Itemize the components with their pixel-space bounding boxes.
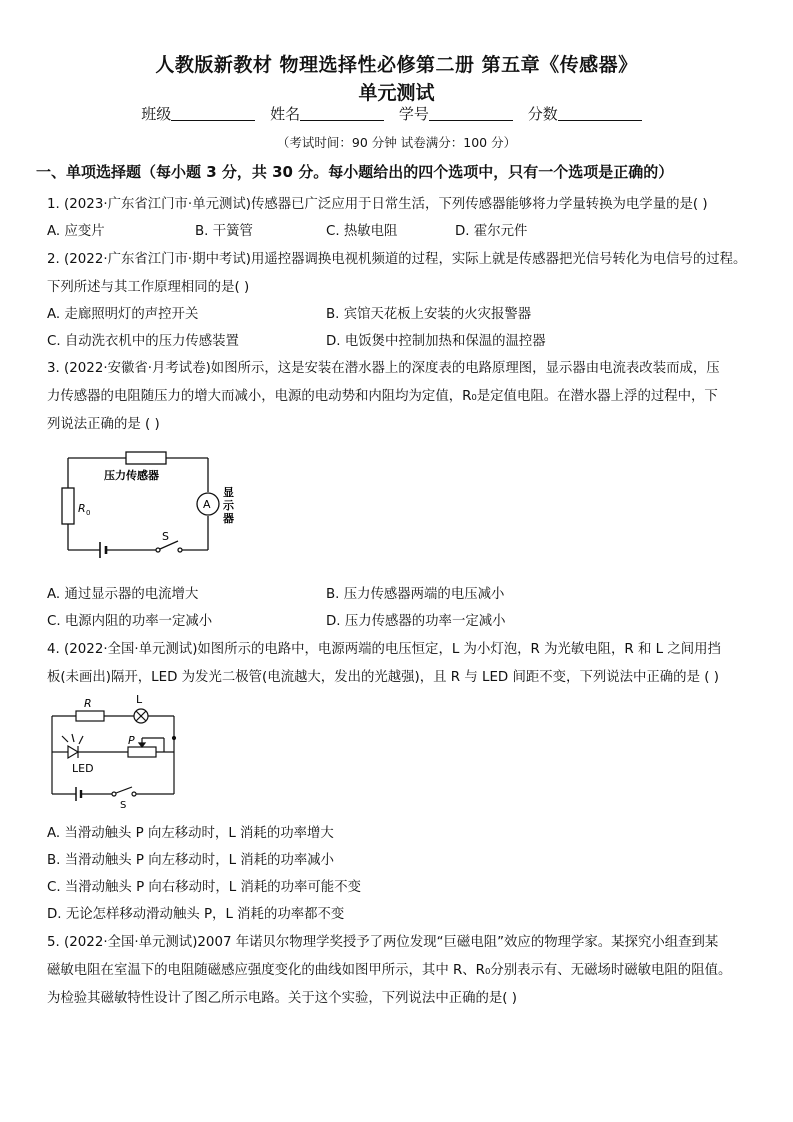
q4-switch-label: S [120,800,127,811]
q2-stem-line1: 2. (2022·广东省江门市·期中考试)用遥控器调换电视机频道的过程，实际上就是传感器把光信号转化为电信号的过程。 [47,252,747,267]
q3-circuit-diagram [56,446,246,564]
page-title: 人教版新教材 物理选择性必修第二册 第五章《传感器》 [155,54,638,76]
exam-note: （考试时间：90 分钟 试卷满分：100 分） [276,135,517,150]
q3-sensor-label: 压力传感器 [104,469,159,482]
q5-stem-line2: 磁敏电阻在室温下的电阻随磁感应强度变化的曲线如图甲所示，其中 R、R₀分别表示有、无磁场时磁敏电阻的阻值。 [47,963,732,978]
q3-stem-line1: 3. (2022·安徽省·月考试卷)如图所示，这是安装在潜水器上的深度表的电路原理图，显示器由电流表改装而成，压 [47,361,720,376]
q4-option-d: D. 无论怎样移动滑动触头 P，L 消耗的功率都不变 [47,907,345,922]
name-label: 姓名 [270,105,301,123]
q3-option-a: A. 通过显示器的电流增大 [47,587,199,602]
q1-option-a: A. 应变片 [47,224,105,239]
q4-led-label: LED [72,762,94,775]
page-subtitle: 单元测试 [358,82,435,104]
q1-stem: 1. (2023·广东省江门市·单元测试)传感器已广泛应用于日常生活，下列传感器能够将力学量转换为电学量的是( ) [47,197,708,212]
number-label: 学号 [398,105,429,123]
q3-option-c: C. 电源内阻的功率一定减小 [47,614,213,629]
q3-stem-line2: 力传感器的电阻随压力的增大而减小，电源的电动势和内阻均为定值，R₀是定值电阻。在潜水器上浮的过程中，下 [47,389,718,404]
q3-switch-label: S [162,530,169,543]
score-blank [558,106,642,121]
q3-option-b: B. 压力传感器两端的电压减小 [326,587,505,602]
class-blank [171,106,255,121]
q3-r0-subscript: 0 [86,509,91,517]
q2-option-a: A. 走廊照明灯的声控开关 [47,307,199,322]
q5-stem-line3: 为检验其磁敏特性设计了图乙所示电路。关于这个实验，下列说法中正确的是( ) [47,991,517,1006]
q3-r0-label: R [78,502,86,515]
q2-option-c: C. 自动洗衣机中的压力传感装置 [47,334,239,349]
q1-option-d: D. 霍尔元件 [455,224,528,239]
q4-circuit-diagram [46,690,186,812]
q4-r-label: R [84,697,92,710]
q4-option-b: B. 当滑动触头 P 向左移动时，L 消耗的功率减小 [47,853,335,868]
score-label: 分数 [527,105,558,123]
q4-option-a: A. 当滑动触头 P 向左移动时，L 消耗的功率增大 [47,826,334,841]
q4-l-label: L [136,693,143,706]
section-heading: 一、单项选择题（每小题 3 分，共 30 分。每小题给出的四个选项中，只有一个选项是正确的） [36,163,674,181]
q4-option-c: C. 当滑动触头 P 向右移动时，L 消耗的功率可能不变 [47,880,361,895]
q3-option-d: D. 压力传感器的功率一定减小 [326,614,506,629]
q4-p-label: P [128,734,135,747]
q3-ammeter-symbol: A [203,498,211,511]
q3-stem-line3: 列说法正确的是 ( ) [47,417,160,432]
q4-stem-line2: 板(未画出)隔开，LED 为发光二极管(电流越大，发出的光越强)，且 R 与 LED 间距不变，下列说法中正确的是 ( ) [47,670,719,685]
q5-stem-line1: 5. (2022·全国·单元测试)2007 年诺贝尔物理学奖授予了两位发现“巨磁电阻”效应的物理学家。某探究小组查到某 [47,935,719,950]
class-label: 班级 [141,105,172,123]
q2-stem-line2: 下列所述与其工作原理相同的是( ) [47,280,250,295]
student-info-line [0,103,793,124]
name-blank [300,106,384,121]
number-blank [429,106,513,121]
q1-option-c: C. 热敏电阻 [326,224,398,239]
q3-display-char-2: 示 [223,499,234,512]
q3-display-char-1: 显 [223,486,234,499]
q1-option-b: B. 干簧管 [195,224,253,239]
q3-display-char-3: 器 [223,512,234,525]
q4-stem-line1: 4. (2022·全国·单元测试)如图所示的电路中，电源两端的电压恒定，L 为小灯泡，R 为光敏电阻，R 和 L 之间用挡 [47,642,721,657]
q2-option-d: D. 电饭煲中控制加热和保温的温控器 [326,334,546,349]
q2-option-b: B. 宾馆天花板上安装的火灾报警器 [326,307,532,322]
